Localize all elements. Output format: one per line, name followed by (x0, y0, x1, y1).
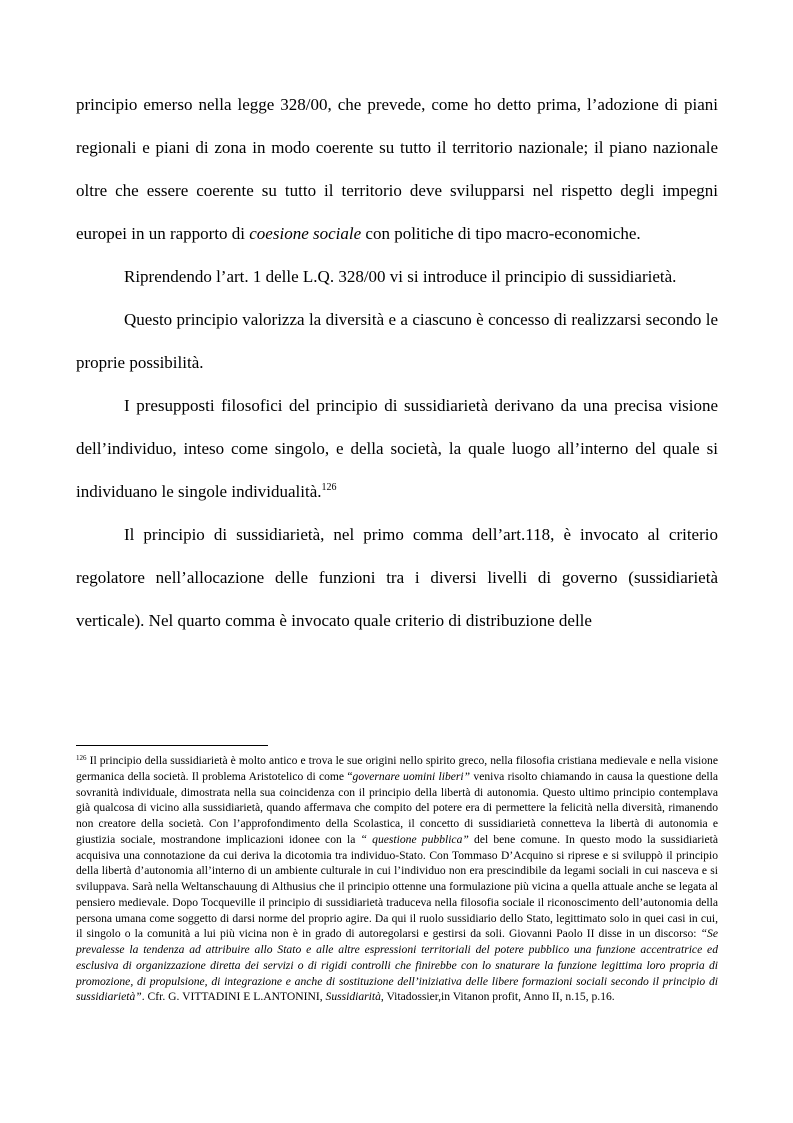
footnote-126: $^{126}$ Il principio della sussidiarietà è molto antico e trova le sue origini nello spirito greco, nella filosofia cristiana medievale e nella visione germanica della società. Il problema Aristotelico di come “governare uomini liberi” veniva risolto chiamando in causa la questione della sovranità individuale, dimostrata nella sua coincidenza con il principio della libertà di autonomia. Questo ultimo principio contemplava già qualcosa di vicino alla sussidiarietà, quando affermava che compito del potere era di permettere la felicità nella diversità, rimanendo non creatore della società. Con l’approfondimento della Scolastica, il concetto di sussidiarietà connetteva la libertà di autonomia e giustizia sociale, mostrandone implicazioni idonee con la “ questione pubblica” del bene comune. In questo modo la sussidiarietà acquisiva una connotazione da cui deriva la dicotomia tra individuo-Stato. Con Tommaso D’Acquino si riprese e si sviluppò il principio della libertà d’autonomia all’interno di un ambiente culturale in cui l’individuo non era prescindibile da legami sociali in cui nasceva e si sviluppava. Sarà nella Weltanschauung di Althusius che il principio ottenne una formulazione più vicina a quella attuale anche se legata al pensiero medievale. Dopo Tocqueville il principio di sussidiarietà traduceva nella filosofia sociale il riconoscimento dell’autonomia della persona umana come soggetto di darsi norme del proprio agire. Da qui il ruolo sussidiario dello Stato, legittimato solo in quei casi in cui, il singolo o la comunità a lui più vicina non è in grado di autoregolarsi e gestirsi da soli. Giovanni Paolo II disse in un discorso: “Se prevalesse la tendenza ad attribuire allo Stato e alle altre espressioni territoriali del potere pubblico una funzione accentratrice ed esclusiva di organizzazione diretta dei servizi o di rigidi controlli che finirebbe con lo snaturare la funzione legittima loro propria di promozione, di propulsione, di integrazione e anche di sostituzione dell’iniziativa delle libere formazioni sociali secondo il principio di sussidiarietà”. Cfr. G. VITTADINI E L.ANTONINI, Sussidiarità, Vitadossier,in Vitanon profit, Anno II, n.15, p.16. (76, 754, 718, 1004)
main-text (76, 83, 718, 642)
citation-title: Sussidiarità (325, 990, 381, 1004)
paragraph-3: Questo principio valorizza la diversità e a ciascuno è concesso di realizzarsi secondo le proprie possibilità. (76, 310, 718, 372)
footnote-separator (76, 745, 268, 746)
paragraph-2: Riprendendo l’art. 1 delle L.Q. 328/00 vi si introduce il principio di sussidiarietà. (124, 267, 677, 286)
footnote-number: 126 (76, 754, 87, 762)
paragraph-1: principio emerso nella legge 328/00, che prevede, come ho detto prima, l’adozione di piani regionali e piani di zona in modo coerente su tutto il territorio nazionale; il piano nazionale oltre che essere coerente su tutto il territorio deve svilupparsi nel rispetto degli impegni europei in un rapporto di coesione sociale con politiche di tipo macro-economiche. (76, 95, 718, 243)
paragraph-5: Il principio di sussidiarietà, nel primo comma dell’art.118, è invocato al criterio regolatore nell’allocazione delle funzioni tra i diversi livelli di governo (sussidiarietà verticale). Nel quarto comma è invocato quale criterio di distribuzione delle (76, 525, 718, 630)
paragraph-4: I presupposti filosofici del principio di sussidiarietà derivano da una precisa visione dell’individuo, inteso come singolo, e della società, la quale luogo all’interno del quale si individuano le singole individualità.$^{126}$ (76, 396, 718, 501)
quotation-giovanni-paolo: “Se prevalesse la tendenza ad attribuire allo Stato e alle altre espressioni territoriali del potere pubblico una funzione accentratrice ed esclusiva di organizzazione diretta dei servizi o di rigidi controlli che finirebbe con lo snaturare la funzione legittima loro propria di promozione, di propulsione, di integrazione e anche di sostituzione dell’iniziativa delle libere formazioni sociali secondo il principio di sussidiarietà” (76, 927, 718, 1004)
footnote-reference[interactable]: 126 (321, 482, 337, 493)
emphasis-coesione-sociale: coesione sociale (249, 224, 362, 243)
